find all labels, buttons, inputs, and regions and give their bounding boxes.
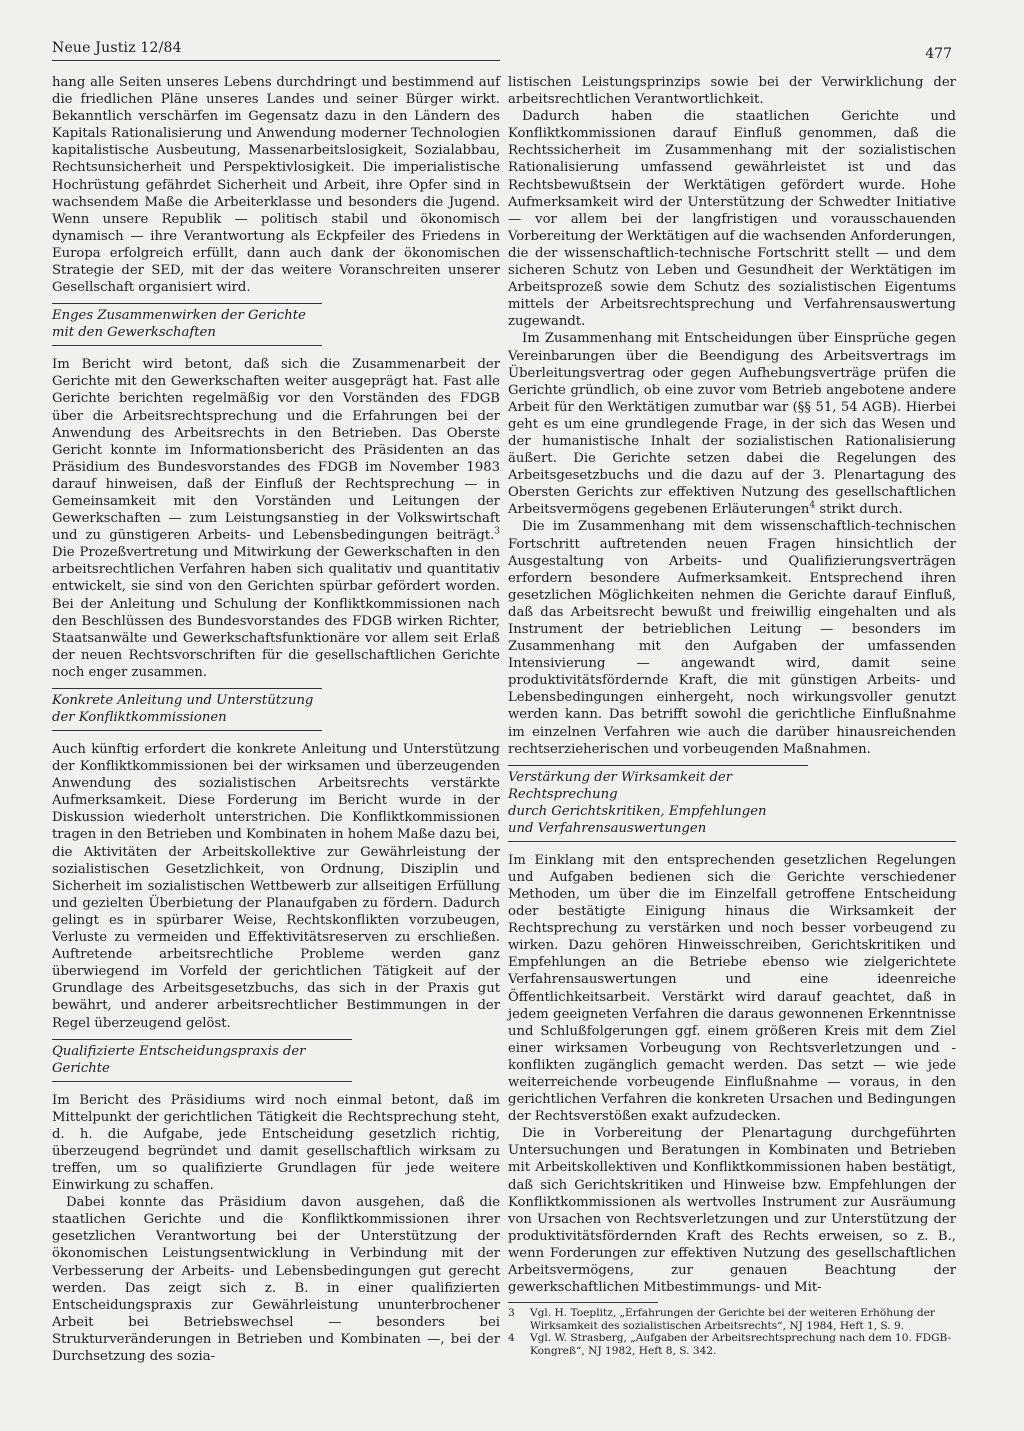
footnote-rule (508, 1302, 658, 1303)
header-rule (52, 60, 500, 61)
footnote-4: 4 Vgl. W. Strasberg, „Aufgaben der Arbeitsrechtsprechung nach dem 10. FDGB-Kongreß“, NJ 1982, Heft 8, S. 342. (508, 1332, 952, 1357)
section-gewerkschaften (52, 303, 500, 681)
footnote-3: 3 Vgl. H. Toeplitz, „Erfahrungen der Gerichte bei der weiteren Erhöhung der Wirksamkeit des sozialistischen Arbeitsrechts“, NJ 1984, Heft 1, S. 9. (508, 1307, 935, 1332)
page-number: 477 (925, 46, 952, 62)
section-konfliktkommissionen (52, 688, 500, 1032)
paragraph: Dabei konnte das Präsidium davon ausgehen, daß die staatlichen Gerichte und die Konfliktkommissionen ihrer gesetzlichen Verantwortung bei der Unterstützung der ökonomischen Leistungsentwicklung in Verbindung mit der Verbesserung der Arbeits- und Lebensbedingungen gut gerecht werden. Das zeigt sich z. B. in einer qualifizierten Entscheidungspraxis zur Gewährleistung ununterbrochener Arbeit bei Betriebswechsel — besonders bei Strukturveränderungen in Betrieben und Kombinaten —, bei der Durchsetzung des sozia- (52, 1195, 500, 1364)
footnote-ref-3: 3 (494, 526, 500, 537)
paragraph: Die im Zusammenhang mit dem wissenschaftlich-technischen Fortschritt auftretenden neuen Fragen hinsichtlich der Ausgestaltung von Arbeits- und Qualifizierungsverträgen erfordern besondere Aufmerksamkeit. Entsprechend ihren gesetzlichen Möglichkeiten nehmen die Gerichte darauf Einfluß, daß das Arbeitsrecht bewußt und freiwillig eingehalten und als Instrument der betrieblichen Leitung — besonders im Zusammenhang mit den Aufgaben der umfassenden Intensivierung — angewandt wird, damit seine produktivitätsfördernde Kraft, die mit günstigen Arbeits- und Lebensbedingungen einhergeht, noch wirkungsvoller genutzt werden kann. Das betrifft sowohl die gerichtliche Einflußnahme im einzelnen Verfahren wie auch die darüber hinausreichenden rechtserzieherischen und vorbeugenden Maßnahmen. (508, 519, 956, 757)
footnote-ref-4: 4 (809, 500, 816, 511)
paragraph: Die in Vorbereitung der Plenartagung durchgeführten Untersuchungen und Beratungen in Kombinaten und Betrieben mit Arbeitskollektiven und Konfliktkommissionen haben bestätigt, daß sich Gerichtskritiken und Hinweise bzw. Empfehlungen der Konfliktkommissionen als wertvolles Instrument zur Ausräumung von Ursachen von Rechtsverletzungen und zur Unterstützung der produktivitätsfördernden Kraft des Rechts erweisen, so z. B., wenn Forderungen zur effektiven Nutzung des gesellschaftlichen Arbeitsvermögens, zur genauen Beachtung der gewerkschaftlichen Mitbestimmungs- und Mit- (508, 1126, 956, 1296)
section-entscheidungspraxis (52, 1039, 500, 1366)
paragraph: Im Bericht des Präsidiums wird noch einmal betont, daß im Mittelpunkt der gerichtlichen Tätigkeit die Rechtsprechung steht, d. h. die Aufgabe, jede Entscheidung gesetzlich richtig, überzeugend begründet und damit gesellschaftlich wirksam zu treffen, um so qualifizierte Grundlagen für jede weitere Einwirkung zu schaffen. (52, 1092, 500, 1194)
paragraph-intro-right: listischen Leistungsprinzips sowie bei der Verwirklichung der arbeitsrechtlichen Verantwortlichkeit. (508, 75, 956, 108)
left-column (52, 74, 500, 1365)
paragraph: Dadurch haben die staatlichen Gerichte und Konfliktkommissionen darauf Einfluß genommen, daß die Rechtssicherheit im Zusammenhang mit der sozialistischen Rationalisierung umfassend gewährleistet ist und das Rechtsbewußtsein der Werktätigen gefördert wurde. Hohe Aufmerksamkeit wird der Unterstützung der Schwedter Initiative — vor allem bei der langfristigen und vorausschauenden Vorbereitung der Werktätigen auf die wachsenden Anforderungen, die der wissenschaftlich-technische Fortschritt stellt — und dem sicheren Schutz von Leben und Gesundheit der Werktätigen im Arbeitsprozeß sowie dem Schutz des sozialistischen Eigentums mittels der Arbeitsrechtsprechung und Verfahrensauswertung zugewandt. (508, 109, 956, 330)
heading-rule (508, 841, 956, 842)
section-wirksamkeit (508, 765, 956, 1296)
paragraph: Auch künftig erfordert die konkrete Anleitung und Unterstützung der Konfliktkommissionen bei der wirksamen und überzeugenden Anwendung des sozialistischen Arbeitsrechts verstärkte Aufmerksamkeit. Diese Forderung im Bericht wurde in der Diskussion wiederholt unterstrichen. Die Konfliktkommissionen tragen in den Betrieben und Kombinaten in hohem Maße dazu bei, die Aktivitäten der Arbeitskollektive zur Gewährleistung der sozialistischen Gesetzlichkeit, von Ordnung, Disziplin und Sicherheit im sozialistischen Wettbewerb zur allseitigen Erfüllung und gezielten Überbietung der Planaufgaben zu fördern. Dadurch gelingt es in spürbarer Weise, Rechtskonflikten vorzubeugen, Verluste zu vermeiden und Effektivitätsreserven zu erschließen. Auftretende arbeitsrechtliche Probleme werden ganz überwiegend im Vorfeld der gerichtlichen Tätigkeit auf der Grundlage des Arbeitsgesetzbuchs, das sich in der Praxis gut bewährt, und anderer arbeitsrechtlicher Bestimmungen in der Regel überzeugend gelöst. (52, 742, 500, 1031)
paragraph: Im Bericht wird betont, daß sich die Zusammenarbeit der Gerichte mit den Gewerkschaften weiter ausgeprägt hat. Fast alle Gerichte berichten regelmäßig vor den Vorständen des FDGB über die Arbeitsrechtsprechung und die Erfahrungen bei der Anwendung des Arbeitsrechts in den Betrieben. Das Oberste Gericht konnte im Informationsbericht des Präsidenten an das Präsidium des Bundesvorstandes des FDGB im November 1983 darauf hinweisen, daß der Einfluß der Rechtsprechung — in Gemeinsamkeit mit den Vorständen und Leitungen der Gewerkschaften — zum Leistungsanstieg in der Volkswirtschaft und zu günstigeren Arbeits- und Lebensbedingungen beiträgt.$^3$ Die Prozeßvertretung und Mitwirkung der Gewerkschaften in den arbeitsrechtlichen Verfahren haben sich qualitativ und quantitativ entwickelt, sie sind von den Gerichten spürbar gefördert worden. Bei der Anleitung und Schulung der Konfliktkommissionen nach den Beschlüssen des Bundesvorstandes des FDGB wirken Richter, Staatsanwälte und Gewerkschaftsfunktionäre vor allem seit Erlaß der neuen Rechtsvorschriften für die gesellschaftlichen Gerichte noch enger zusammen. (52, 357, 500, 680)
heading-rule (52, 1081, 352, 1082)
paragraph: Im Zusammenhang mit Entscheidungen über Einsprüche gegen Vereinbarungen über die Beendigung des Arbeitsvertrags im Überleitungsvertrag oder gegen Aufhebungsverträge prüfen die Gerichte gründlich, ob eine zuvor vom Betrieb angebotene andere Arbeit für den Werktätigen zumutbar war (§§ 51, 54 AGB). Hierbei geht es um eine grundlegende Frage, in der sich das Wesen und der humanistische Inhalt der sozialistischen Rationalisierung äußert. Die Gerichte setzen dabei die Regelungen des Arbeitsgesetzbuchs und die dazu auf der 3. Plenartagung des Obersten Gerichts zur effektiven Nutzung des gesellschaftlichen Arbeitsvermögens gegebenen Erläuterungen$^4$ strikt durch. (508, 331, 956, 518)
running-head: Neue Justiz 12/84 (52, 40, 182, 56)
heading-rule (52, 345, 322, 346)
paragraph: Im Einklang mit den entsprechenden gesetzlichen Regelungen und Aufgaben bedienen sich die Gerichte verschiedener Methoden, um über die im Einzelfall getroffene Entscheidung oder bestätigte Einigung hinaus die Wirksamkeit der Rechtsprechung zu verstärken und noch besser vorbeugend zu wirken. Dazu gehören Hinweisschreiben, Gerichtskritiken und Empfehlungen an die Betriebe ebenso wie zielgerichtete Verfahrensauswertungen und eine ideenreiche Öffentlichkeitsarbeit. Verstärkt wird darauf geachtet, daß in jedem geeigneten Verfahren die daraus gewonnenen Erkenntnisse und Schlußfolgerungen ggf. einem größeren Kreis mit dem Ziel einer wirksamen Vorbeugung von Rechtsverletzungen und -konflikten zugänglich gemacht werden. Das setzt — wie jede weiterreichende vorbeugende Einflußnahme — voraus, in den gerichtlichen Verfahren die konkreten Ursachen und Bedingungen der Rechtsverstößen exakt aufzudecken. (508, 852, 956, 1125)
heading-rule (52, 730, 322, 731)
right-column (508, 74, 956, 1358)
section-heading: Enges Zusammenwirken der Gerichte mit den Gewerkschaften (52, 303, 322, 341)
section-heading: Qualifizierte Entscheidungspraxis der Gerichte (52, 1039, 352, 1077)
paragraph-intro-left: hang alle Seiten unseres Lebens durchdringt und bestimmend auf die friedlichen Pläne unseres Landes und seiner Bürger wirkt. Bekanntlich verschärfen im Gegensatz dazu in den Ländern des Kapitals Rationalisierung und Anwendung moderner Technologien kapitalistische Ausbeutung, Massenarbeitslosigkeit, Sozialabbau, Rechtsunsicherheit und Perspektivlosigkeit. Die imperialistische Hochrüstung gefährdet Sicherheit und Arbeit, ihre Opfer sind in wachsendem Maße die Arbeiterklasse und besonders die Jugend. Wenn unsere Republik — politisch stabil und ökonomisch dynamisch — ihre Verantwortung als Eckpfeiler des Friedens in Europa erfolgreich erfüllt, dann auch dank der ökonomischen Strategie der SED, mit der das weitere Voranschreiten unserer Gesellschaft organisiert wird. (52, 75, 500, 296)
section-heading: Verstärkung der Wirksamkeit der Rechtsprechung durch Gerichtskritiken, Empfehlungen und Verfahrensauswertungen (508, 765, 808, 837)
section-heading: Konkrete Anleitung und Unterstützung der Konfliktkommissionen (52, 688, 322, 726)
